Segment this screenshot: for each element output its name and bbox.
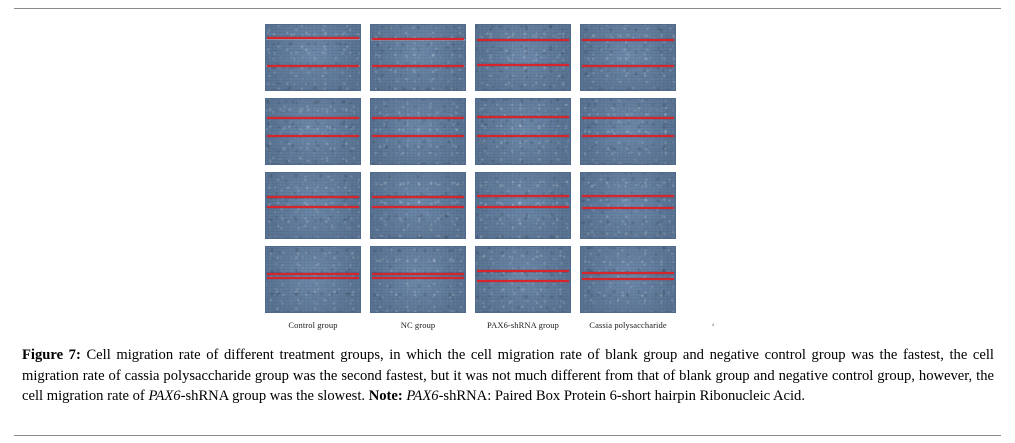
figure-caption-text-1: Cell migration rate of different treatment groups, in which the cell migration rate of blank group and negative control group was the fastest, the cell migration rate of cassia polysaccharide group was the second fastest, but it was not much different from that of blank group and negative control group, however, the cell migration rate of (22, 347, 994, 405)
gap-marker-line (267, 117, 359, 119)
bottom-divider (14, 435, 1001, 436)
micrograph-tile (580, 246, 676, 313)
micrograph-tile (370, 172, 466, 239)
figure-caption-italic-2: PAX6 (402, 388, 439, 405)
micrograph-tile (475, 24, 571, 91)
gap-marker-line (582, 39, 674, 41)
migration-assay-figure (265, 24, 685, 330)
gap-marker-line (582, 207, 674, 209)
gap-marker-line (372, 196, 464, 198)
micrograph-tile (370, 246, 466, 313)
gap-marker-line (267, 135, 359, 137)
figure-caption-note-label: Note: (368, 388, 403, 405)
gap-marker-line (372, 277, 464, 279)
figure-caption-text-3: -shRNA: Paired Box Protein 6-short hairpin Ribonucleic Acid. (438, 388, 805, 405)
gap-marker-line (582, 117, 674, 119)
micrograph-tile (265, 98, 361, 165)
micrograph-tile (475, 172, 571, 239)
image-row (265, 24, 685, 91)
cell-vignette (476, 25, 570, 90)
figure-caption (22, 345, 994, 407)
micrograph-tile (370, 98, 466, 165)
top-divider (14, 8, 1001, 9)
gap-marker-line (372, 206, 464, 208)
figure-caption-label: Figure 7: (22, 347, 81, 363)
micrograph-tile (475, 98, 571, 165)
tiny-artifact-mark: a (712, 323, 715, 328)
image-row (265, 246, 685, 313)
gap-marker-line (267, 37, 359, 39)
gap-marker-line (477, 206, 569, 208)
image-row (265, 98, 685, 165)
gap-marker-line (477, 280, 569, 282)
gap-marker-line (477, 64, 569, 66)
micrograph-tile (580, 172, 676, 239)
gap-marker-line (267, 273, 359, 275)
column-label-pax6-shrna: PAX6-shRNA group (487, 320, 559, 330)
gap-marker-line (267, 206, 359, 208)
cell-vignette (266, 25, 360, 90)
gap-marker-line (372, 65, 464, 67)
gap-marker-line (267, 65, 359, 67)
gap-marker-line (372, 135, 464, 137)
column-labels (265, 320, 685, 330)
micrograph-tile (475, 246, 571, 313)
gap-marker-line (267, 277, 359, 279)
figure-caption-text-2: -shRNA group was the slowest. (180, 388, 369, 405)
gap-marker-line (372, 273, 464, 275)
gap-marker-line (582, 272, 674, 274)
gap-marker-line (477, 195, 569, 197)
micrograph-tile (580, 98, 676, 165)
gap-marker-line (477, 270, 569, 272)
cell-vignette (371, 99, 465, 164)
gap-marker-line (372, 38, 464, 40)
figure-caption-italic-1: PAX6 (148, 388, 181, 405)
cell-vignette (371, 25, 465, 90)
micrograph-tile (370, 24, 466, 91)
gap-marker-line (582, 278, 674, 280)
gap-marker-line (582, 135, 674, 137)
gap-marker-line (477, 135, 569, 137)
gap-marker-line (477, 39, 569, 41)
cell-vignette (581, 173, 675, 238)
cell-vignette (581, 99, 675, 164)
gap-marker-line (267, 196, 359, 198)
gap-marker-line (582, 65, 674, 67)
gap-marker-line (372, 117, 464, 119)
column-label-nc: NC group (400, 320, 436, 330)
micrograph-tile (580, 24, 676, 91)
micrograph-tile (265, 24, 361, 91)
column-label-cassia: Cassia polysaccharide (589, 320, 667, 330)
cell-vignette (371, 247, 465, 312)
cell-vignette (266, 99, 360, 164)
column-label-control: Control group (288, 320, 338, 330)
micrograph-tile (265, 172, 361, 239)
gap-marker-line (477, 116, 569, 118)
cell-vignette (476, 99, 570, 164)
cell-vignette (266, 247, 360, 312)
scratch-band (266, 39, 360, 41)
cell-vignette (581, 25, 675, 90)
micrograph-tile (265, 246, 361, 313)
image-row (265, 172, 685, 239)
gap-marker-line (582, 195, 674, 197)
